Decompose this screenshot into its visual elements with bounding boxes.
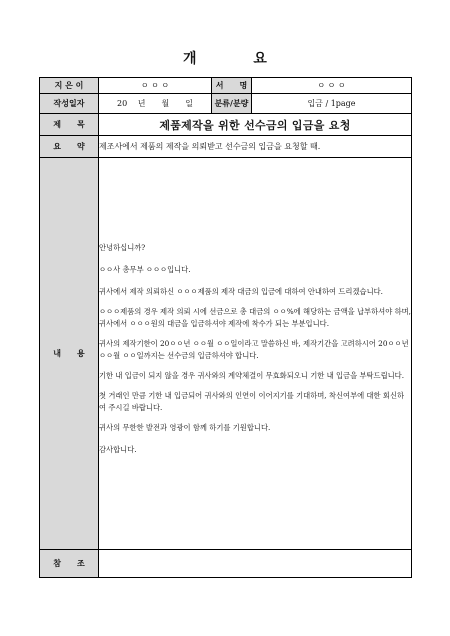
category-label: 분류/분량 <box>212 94 252 114</box>
summary-form-table <box>39 77 412 578</box>
reference-value <box>99 550 412 578</box>
summary-value: 제조사에서 제품의 제작을 의뢰받고 선수금의 입금을 요청할 때. <box>99 136 412 158</box>
subject-label: 제 목 <box>40 114 99 136</box>
subject-row <box>40 114 412 136</box>
content-row <box>40 158 412 550</box>
content-paragraph: 감사합니다. <box>99 444 137 454</box>
content-paragraph: 귀사에서 제작 의뢰하신 ㅇㅇㅇ제품의 제작 대금의 입금에 대하여 안내하여 드리겠습니다. <box>99 286 383 296</box>
date-label: 작성일자 <box>40 94 99 114</box>
author-value: ㅇ ㅇ ㅇ <box>99 78 212 94</box>
author-row <box>40 78 412 94</box>
signature-label: 서 명 <box>212 78 252 94</box>
content-paragraph: 안녕하십니까? <box>99 242 146 252</box>
category-value: 입금 / 1page <box>252 94 412 114</box>
document-title: 개 요 <box>183 51 293 67</box>
date-row <box>40 94 412 114</box>
reference-label: 참 조 <box>40 550 99 578</box>
subject-value: 제품제작을 위한 선수금의 입금을 요청 <box>99 114 412 136</box>
content-paragraph: 귀사의 무한한 발전과 영광이 함께 하기를 기원합니다. <box>99 422 271 432</box>
content-paragraph: 첫 거래인 만큼 기한 내 입금되어 귀사와의 인연이 이어지기를 기대하며, 착신여부에 대한 회신하여 주시길 바랍니다. <box>99 390 405 412</box>
author-label: 지 은 이 <box>40 78 99 94</box>
content-body <box>99 158 412 550</box>
summary-row <box>40 136 412 158</box>
content-paragraph: 귀사의 제작기한이 20ㅇㅇ년 ㅇㅇ월 ㅇㅇ일이라고 말씀하신 바, 제작기간을 고려하시어 20ㅇㅇ년 ㅇㅇ월 ㅇㅇ일까지는 선수금의 입금하셔야 합니다. <box>99 338 409 360</box>
content-label: 내 용 <box>40 158 99 550</box>
reference-row <box>40 550 412 578</box>
signature-value: ㅇ ㅇ ㅇ <box>252 78 412 94</box>
content-paragraph: ㅇㅇㅇ제품의 경우 제작 의뢰 시에 선금으로 총 대금의 ㅇㅇ%에 해당하는 금액을 납부하셔야 하며, 귀사에서 ㅇㅇㅇ원의 대금을 입금하셔야 제작에 착수가 되는 부분입니다. <box>99 306 411 328</box>
summary-label: 요 약 <box>40 136 99 158</box>
content-paragraph: 기한 내 입금이 되지 않을 경우 귀사와의 계약체결이 무효화되오니 기한 내 입금을 부탁드립니다. <box>99 370 405 380</box>
date-value: 20 년 월 일 <box>99 94 212 114</box>
content-paragraph: ㅇㅇ사 총무부 ㅇㅇㅇ입니다. <box>99 264 191 274</box>
